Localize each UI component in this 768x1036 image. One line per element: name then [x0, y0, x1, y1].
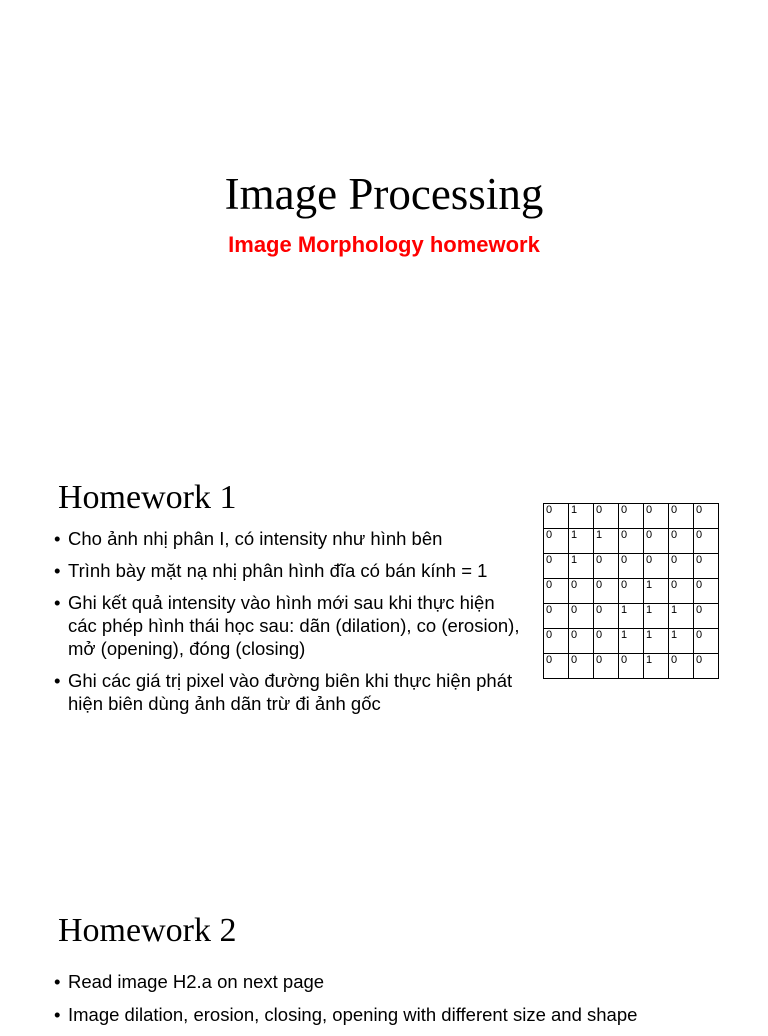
matrix-cell: 0 [569, 654, 594, 679]
matrix-cell: 0 [694, 579, 719, 604]
matrix-cell: 0 [544, 504, 569, 529]
matrix-row [544, 654, 719, 679]
matrix-cell: 1 [669, 604, 694, 629]
matrix-cell: 0 [594, 629, 619, 654]
matrix-cell: 0 [669, 529, 694, 554]
matrix-row [544, 579, 719, 604]
matrix-cell: 0 [544, 604, 569, 629]
homework-1-heading: Homework 1 [58, 479, 237, 516]
matrix-cell: 0 [594, 554, 619, 579]
matrix-cell: 0 [669, 554, 694, 579]
matrix-cell: 1 [644, 579, 669, 604]
matrix-cell: 0 [544, 554, 569, 579]
matrix-cell: 1 [619, 604, 644, 629]
matrix-cell: 0 [694, 529, 719, 554]
homework-1-bullet-list [54, 527, 524, 724]
matrix-cell: 0 [569, 629, 594, 654]
bullet-item: • Ghi các giá trị pixel vào đường biên khi thực hiện phát hiện biên dùng ảnh dãn trừ đi ảnh gốc [54, 669, 524, 715]
matrix-cell: 0 [644, 529, 669, 554]
matrix-cell: 0 [544, 579, 569, 604]
matrix-cell: 1 [644, 604, 669, 629]
matrix-cell: 0 [644, 504, 669, 529]
matrix-cell: 0 [569, 579, 594, 604]
matrix-cell: 0 [594, 579, 619, 604]
matrix-cell: 0 [669, 504, 694, 529]
matrix-cell: 0 [694, 629, 719, 654]
matrix-cell: 1 [569, 504, 594, 529]
matrix-cell: 0 [544, 529, 569, 554]
bullet-item: • Trình bày mặt nạ nhị phân hình đĩa có bán kính = 1 [54, 559, 524, 582]
matrix-cell: 0 [619, 529, 644, 554]
matrix-cell: 0 [619, 554, 644, 579]
matrix-cell: 0 [669, 579, 694, 604]
matrix-cell: 0 [619, 654, 644, 679]
matrix-cell: 0 [694, 654, 719, 679]
matrix-cell: 0 [594, 654, 619, 679]
matrix-row [544, 529, 719, 554]
matrix-cell: 1 [644, 654, 669, 679]
slide-subtitle: Image Morphology homework [228, 232, 540, 257]
matrix-cell: 0 [694, 554, 719, 579]
bullet-item: • Cho ảnh nhị phân I, có intensity như hình bên [54, 527, 524, 550]
matrix-cell: 0 [544, 629, 569, 654]
matrix-row [544, 629, 719, 654]
matrix-row [544, 554, 719, 579]
matrix-cell: 0 [694, 604, 719, 629]
matrix-cell: 0 [669, 654, 694, 679]
matrix-cell: 1 [619, 629, 644, 654]
matrix-cell: 1 [569, 529, 594, 554]
bullet-item: • Image dilation, erosion, closing, opening with different size and shape [54, 1003, 754, 1026]
matrix-cell: 1 [594, 529, 619, 554]
bullet-item: • Read image H2.a on next page [54, 970, 754, 993]
homework-2-heading: Homework 2 [58, 912, 237, 949]
matrix-cell: 0 [694, 504, 719, 529]
matrix-cell: 0 [619, 579, 644, 604]
matrix-cell: 0 [619, 504, 644, 529]
matrix-cell: 0 [594, 504, 619, 529]
matrix-cell: 0 [569, 604, 594, 629]
matrix-cell: 0 [644, 554, 669, 579]
intensity-matrix [543, 503, 719, 679]
bullet-item: • Ghi kết quả intensity vào hình mới sau khi thực hiện các phép hình thái học sau: dãn (dilation), co (erosion), mở (opening), đóng (closing) [54, 591, 524, 660]
homework-2-bullet-list [54, 970, 754, 1036]
matrix-cell: 1 [644, 629, 669, 654]
matrix-cell: 1 [569, 554, 594, 579]
slide-title: Image Processing [224, 169, 544, 219]
matrix-row [544, 604, 719, 629]
matrix-row [544, 504, 719, 529]
matrix-cell: 0 [544, 654, 569, 679]
matrix-cell: 1 [669, 629, 694, 654]
matrix-cell: 0 [594, 604, 619, 629]
